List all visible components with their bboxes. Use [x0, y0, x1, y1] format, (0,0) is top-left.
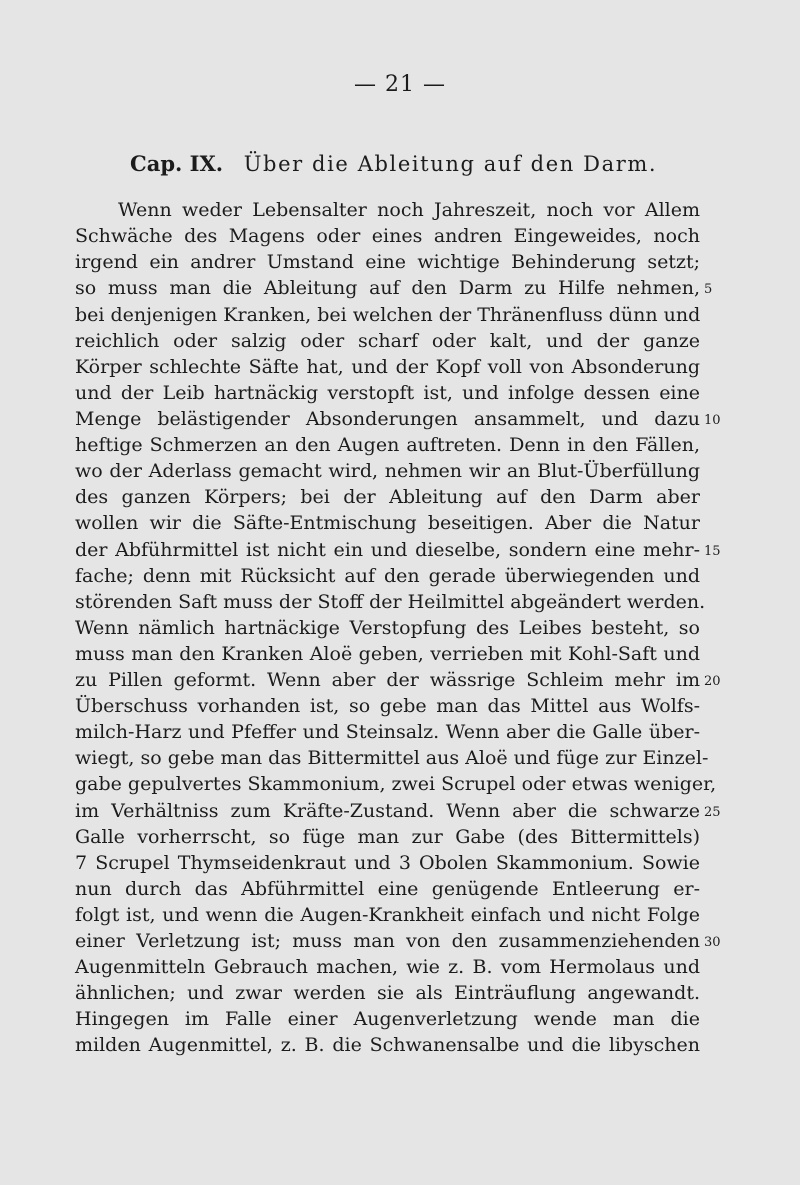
page-number: — 21 —	[354, 72, 446, 97]
text-line: Schwäche des Magens oder eines andren Eingeweides, noch	[75, 225, 700, 247]
text-line: heftige Schmerzen an den Augen auftreten. Denn in den Fällen,	[75, 434, 700, 456]
text-line: gabe gepulvertes Skammonium, zwei Scrupel oder etwas weniger,	[75, 773, 717, 795]
chapter-title: Über die Ableitung auf den Darm.	[243, 152, 658, 176]
text-line: störenden Saft muss der Stoff der Heilmittel abgeändert werden.	[75, 591, 706, 613]
text-line: irgend ein andrer Umstand eine wichtige Behinderung setzt;	[75, 251, 700, 273]
text-line: milch-Harz und Pfeffer und Steinsalz. Wenn aber die Galle über-	[75, 721, 700, 743]
text-line: Galle vorherrscht, so füge man zur Gabe (des Bittermittels)	[75, 826, 700, 848]
text-line: milden Augenmittel, z. B. die Schwanensalbe und die libyschen	[75, 1034, 700, 1056]
text-line: zu Pillen geformt. Wenn aber der wässrige Schleim mehr im	[75, 669, 700, 691]
line-number: 30	[704, 935, 721, 950]
text-line: Wenn weder Lebensalter noch Jahreszeit, noch vor Allem	[118, 199, 700, 221]
text-line: ähnlichen; und zwar werden sie als Einträuflung angewandt.	[75, 982, 700, 1004]
text-line: wiegt, so gebe man das Bittermittel aus Aloë und füge zur Einzel-	[75, 747, 709, 769]
line-number: 10	[704, 413, 721, 428]
chapter-heading	[130, 151, 657, 176]
text-line: Körper schlechte Säfte hat, und der Kopf voll von Absonderung	[75, 356, 700, 378]
text-line: Wenn nämlich hartnäckige Verstopfung des Leibes besteht, so	[75, 617, 700, 639]
text-line: Augenmitteln Gebrauch machen, wie z. B. vom Hermolaus und	[75, 956, 700, 978]
text-line: Überschuss vorhanden ist, so gebe man das Mittel aus Wolfs-	[75, 695, 700, 717]
text-line: des ganzen Körpers; bei der Ableitung auf den Darm aber	[75, 486, 700, 508]
text-line: bei denjenigen Kranken, bei welchen der Thränenfluss dünn und	[75, 304, 701, 326]
text-line: muss man den Kranken Aloë geben, verrieben mit Kohl-Saft und	[75, 643, 700, 665]
text-line: fache; denn mit Rücksicht auf den gerade überwiegenden und	[75, 565, 700, 587]
line-number: 20	[704, 674, 721, 689]
text-line: Menge belästigender Absonderungen ansammelt, und dazu	[75, 408, 700, 430]
text-line: der Abführmittel ist nicht ein und dieselbe, sondern eine mehr-	[75, 539, 700, 561]
chapter-label: Cap. IX.	[130, 151, 224, 176]
text-line: Hingegen im Falle einer Augenverletzung wende man die	[75, 1008, 700, 1030]
text-line: im Verhältniss zum Kräfte-Zustand. Wenn aber die schwarze	[75, 800, 700, 822]
text-line: reichlich oder salzig oder scharf oder kalt, und der ganze	[75, 330, 700, 352]
text-line: wollen wir die Säfte-Entmischung beseitigen. Aber die Natur	[75, 512, 700, 534]
text-line: 7 Scrupel Thymseidenkraut und 3 Obolen Skammonium. Sowie	[75, 852, 700, 874]
text-line: so muss man die Ableitung auf den Darm zu Hilfe nehmen,	[75, 277, 700, 299]
text-line: wo der Aderlass gemacht wird, nehmen wir an Blut-Überfüllung	[75, 460, 700, 482]
text-line: folgt ist, und wenn die Augen-Krankheit einfach und nicht Folge	[75, 904, 700, 926]
line-number: 25	[704, 805, 721, 820]
line-number: 5	[704, 282, 713, 297]
text-line: und der Leib hartnäckig verstopft ist, und infolge dessen eine	[75, 382, 700, 404]
text-line: nun durch das Abführmittel eine genügende Entleerung er-	[75, 878, 700, 900]
line-number: 15	[704, 544, 721, 559]
text-line: einer Verletzung ist; muss man von den zusammenziehenden	[75, 930, 700, 952]
